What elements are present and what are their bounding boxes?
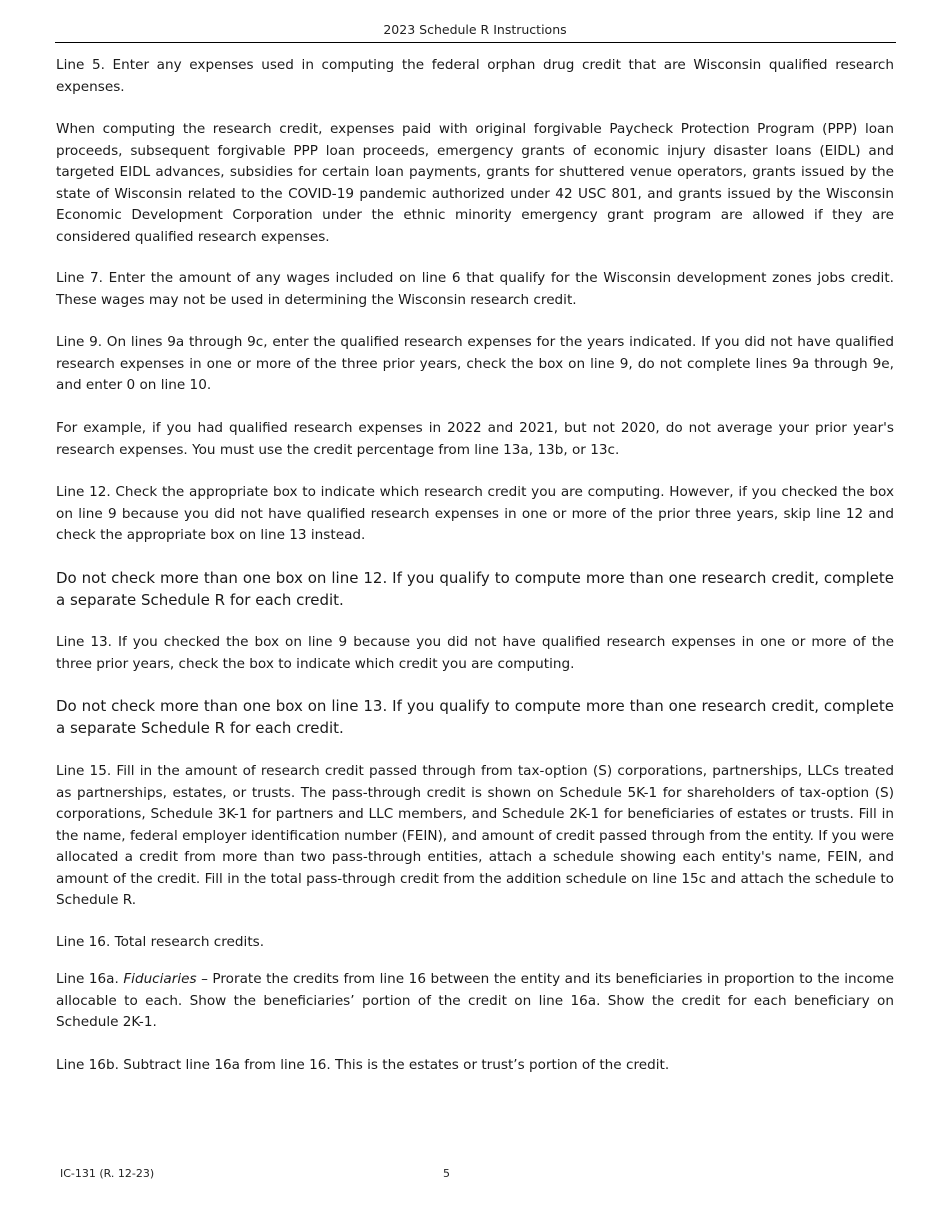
paragraph-line-5: Line 5. Enter any expenses used in computing the federal orphan drug credit that are Wisconsin qualified research expenses. xyxy=(56,57,894,95)
line-16a-label: Line 16a. xyxy=(56,971,124,987)
paragraph-line-16a xyxy=(56,969,894,1034)
paragraph-line-9: Line 9. On lines 9a through 9c, enter the qualified research expenses for the years indicated. If you did not have qualified research expenses in one or more of the three prior years, check the box on line 9, do not complete lines 9a through 9e, and enter 0 on line 10. xyxy=(56,334,894,393)
page-header-title: 2023 Schedule R Instructions xyxy=(383,22,567,37)
page-number: 5 xyxy=(443,1167,450,1180)
paragraph-line-16b: Line 16b. Subtract line 16a from line 16. This is the estates or trust’s portion of the credit. xyxy=(56,1057,670,1073)
paragraph-line-16: Line 16. Total research credits. xyxy=(56,934,265,950)
paragraph-example: For example, if you had qualified research expenses in 2022 and 2021, but not 2020, do not average your prior year's research expenses. You must use the credit percentage from line 13a, 13b, or 13c. xyxy=(56,420,894,458)
paragraph-line-13-note: Do not check more than one box on line 13. If you qualify to compute more than one research credit, complete a separate Schedule R for each credit. xyxy=(56,697,894,737)
form-id: IC-131 (R. 12-23) xyxy=(60,1167,155,1180)
paragraph-line-12: Line 12. Check the appropriate box to indicate which research credit you are computing. However, if you checked the box on line 9 because you did not have qualified research expenses in one or more of the prior three years, skip line 12 and check the appropriate box on line 13 instead. xyxy=(56,484,894,543)
paragraph-line-13: Line 13. If you checked the box on line 9 because you did not have qualified research expenses in one or more of the three prior years, check the box to indicate which credit you are computing. xyxy=(56,634,894,672)
paragraph-line-15: Line 15. Fill in the amount of research credit passed through from tax-option (S) corporations, partnerships, LLCs treated as partnerships, estates, or trusts. The pass-through credit is shown on Schedule 5K-1 for shareholders of tax-option (S) corporations, Schedule 3K-1 for partners and LLC members, and Schedule 2K-1 for beneficiaries of estates or trusts. Fill in the name, federal employer identification number (FEIN), and amount of credit passed through from the entity. If you were allocated a credit from more than two pass-through entities, attach a schedule showing each entity's name, FEIN, and amount of the credit. Fill in the total pass-through credit from the addition schedule on line 15c and attach the schedule to Schedule R. xyxy=(56,763,894,908)
header-divider xyxy=(55,42,896,43)
line-16a-text: – Prorate the credits from line 16 between the entity and its beneficiaries in proportion to the income allocable to each. Show the beneficiaries’ portion of the credit on line 16a. Show the credit for each beneficiary on Schedule 2K-1. xyxy=(56,971,894,1030)
fiduciaries-term: Fiduciaries xyxy=(123,971,197,987)
paragraph-ppp-expenses: When computing the research credit, expenses paid with original forgivable Paycheck Protection Program (PPP) loan proceeds, subsequent forgivable PPP loan proceeds, emergency grants of economic injury disaster loans (EIDL) and targeted EIDL advances, subsidies for certain loan payments, grants for shuttered venue operators, grants issued by the state of Wisconsin related to the COVID-19 pandemic authorized under 42 USC 801, and grants issued by the Wisconsin Economic Development Corporation under the ethnic minority emergency grant program are allowed if they are considered qualified research expenses. xyxy=(56,121,894,245)
paragraph-line-7: Line 7. Enter the amount of any wages included on line 6 that qualify for the Wisconsin development zones jobs credit. These wages may not be used in determining the Wisconsin research credit. xyxy=(56,270,894,308)
paragraph-line-12-note: Do not check more than one box on line 12. If you qualify to compute more than one research credit, complete a separate Schedule R for each credit. xyxy=(56,569,894,609)
